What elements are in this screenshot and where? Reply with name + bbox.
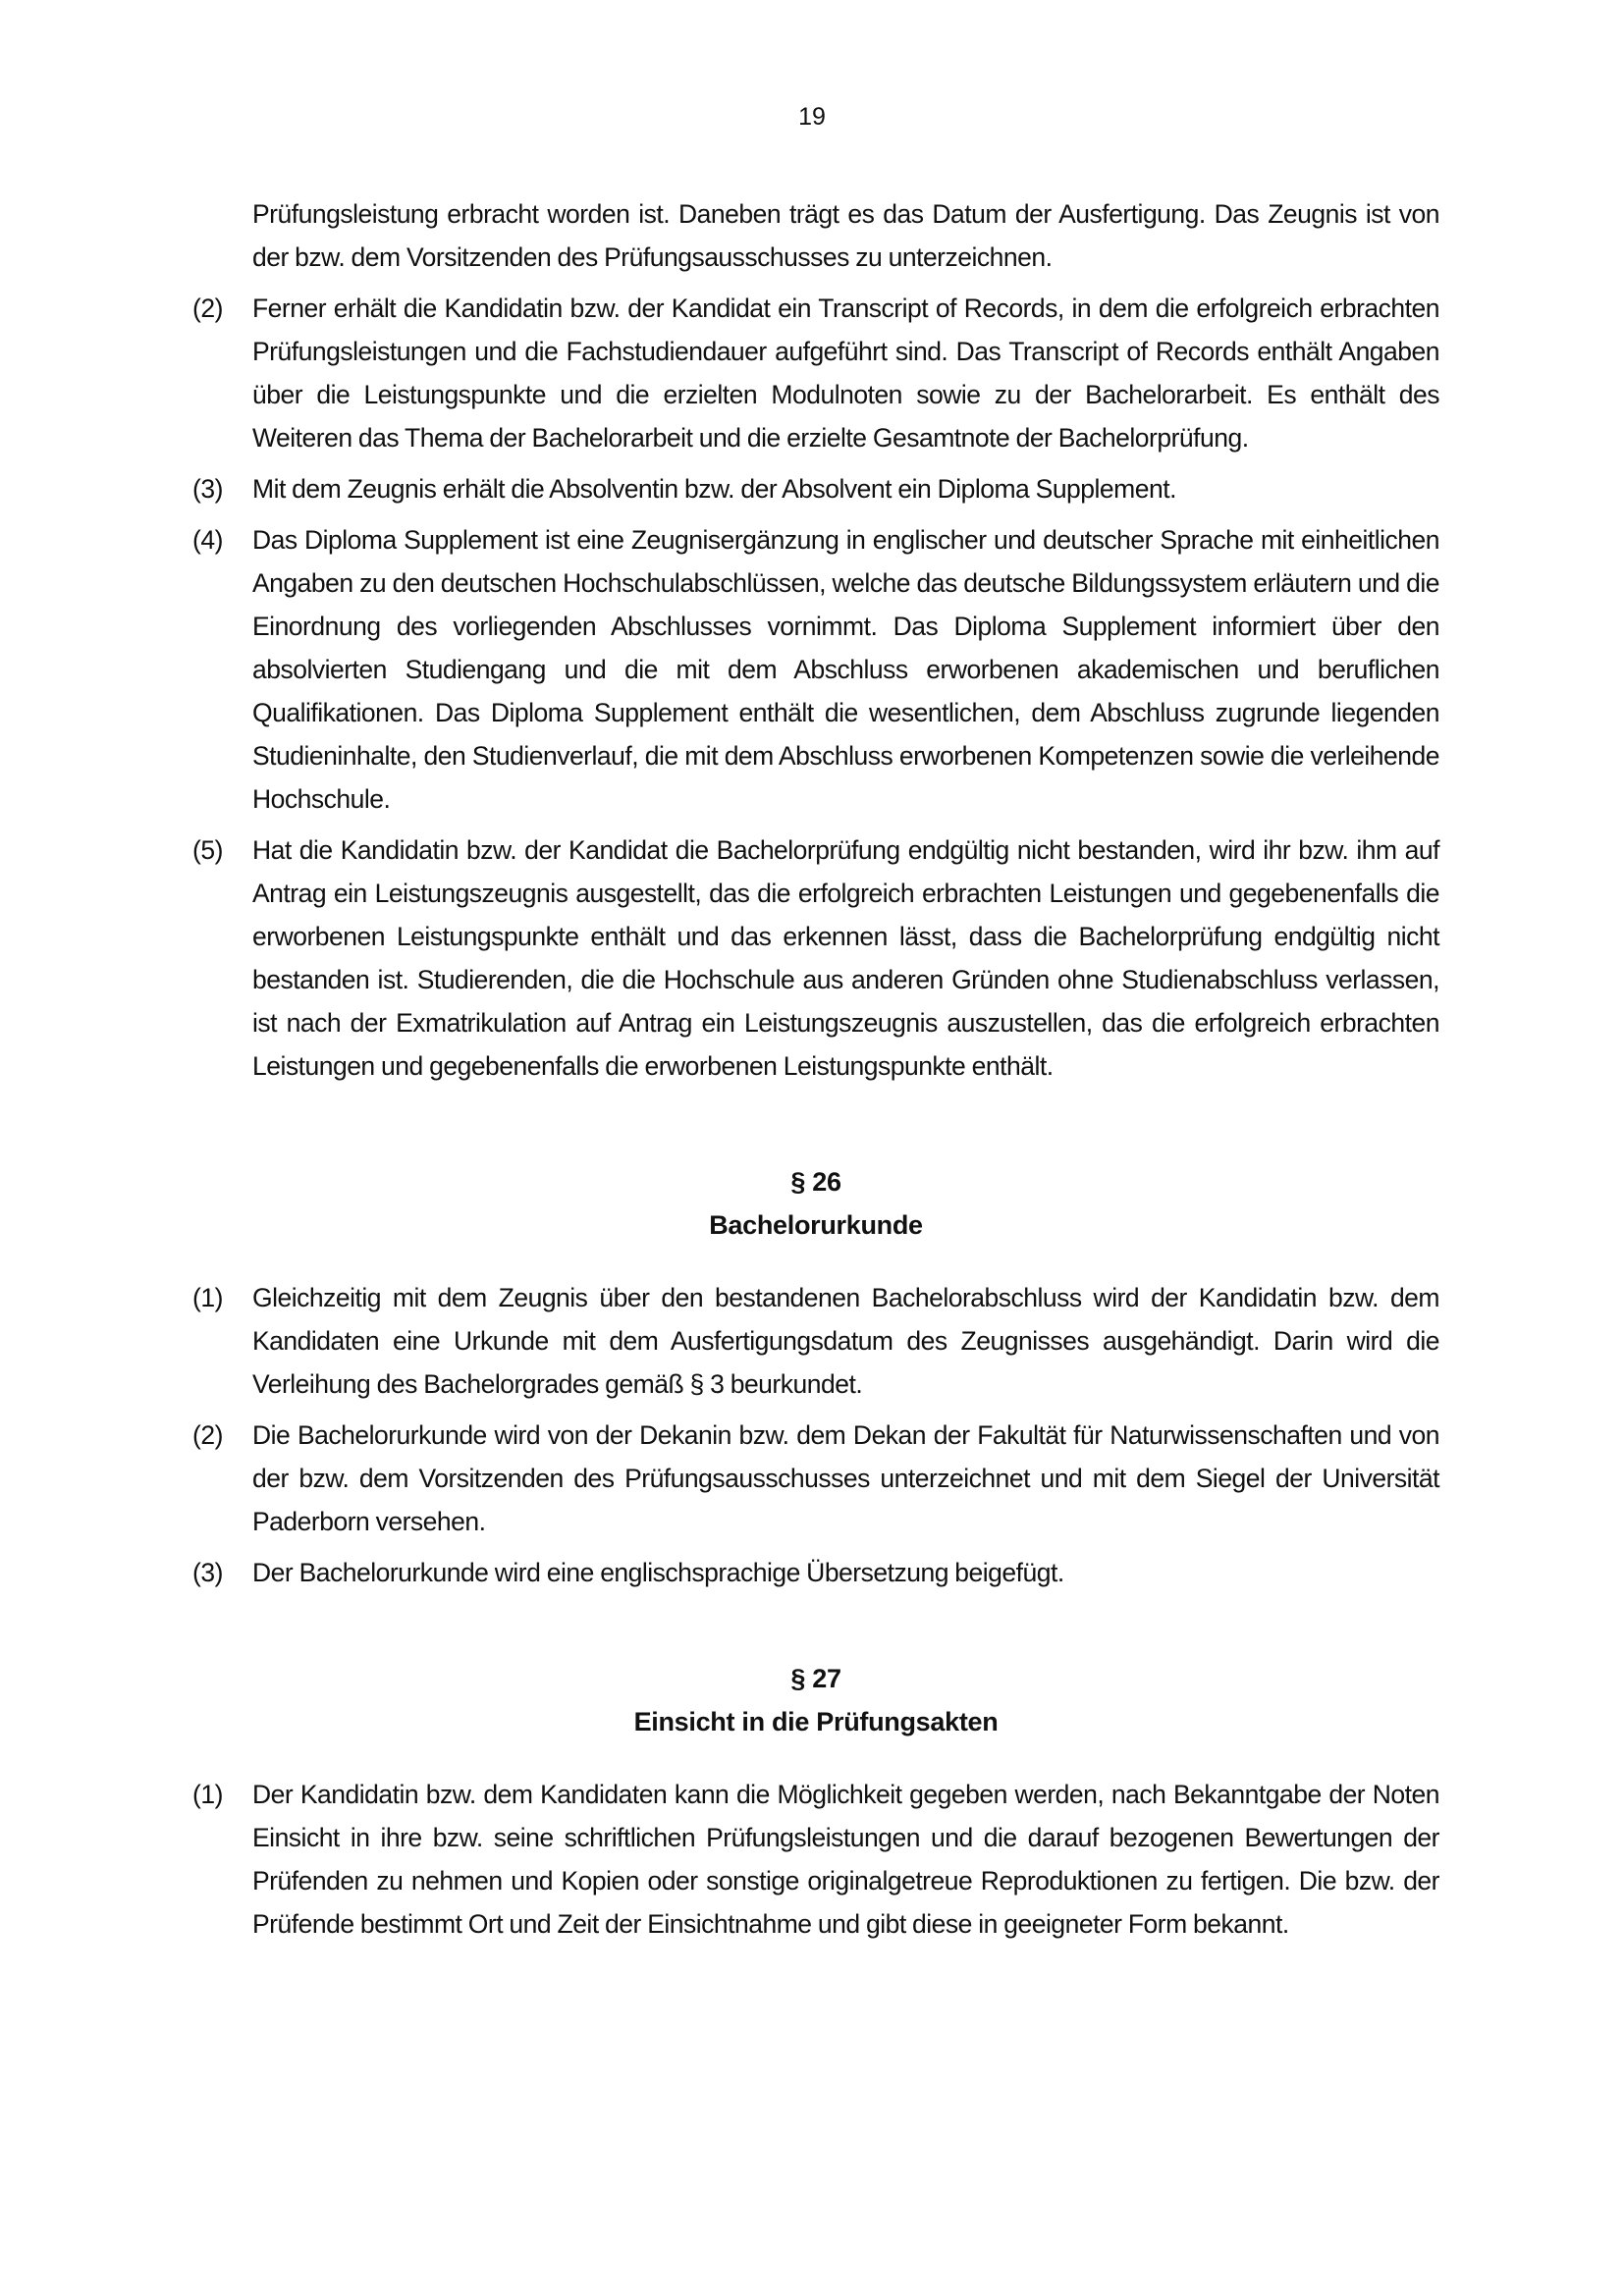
- paragraph-s26-3: [192, 1551, 1439, 1594]
- paragraph-text: Hat die Kandidatin bzw. der Kandidat die Bachelorprüfung endgültig nicht bestanden, wird ihr bzw. ihm auf Antrag ein Leistungszeugnis ausgestellt, das die erfolgreich erbrachten Leistungen und gegebenenfalls die erworbenen Leistungspunkte enthält und das erkennen lässt, dass die Bachelorprüfung endgültig nicht bestanden ist. Studierenden, die die Hochschule aus anderen Gründen ohne Studienabschluss verlassen, ist nach der Exmatrikulation auf Antrag ein Leistungszeugnis auszustellen, das die erfolgreich erbrachten Leistungen und gegebenenfalls die erworbenen Leistungspunkte enthält.: [252, 835, 1439, 1081]
- page-number: 19: [798, 103, 826, 131]
- paragraph-s25-4: [192, 518, 1439, 821]
- section-title: Bachelorurkunde: [709, 1210, 923, 1240]
- paragraph-number: (3): [192, 474, 223, 504]
- section-heading-27: [192, 1657, 1439, 1743]
- paragraph-s25-5: [192, 828, 1439, 1088]
- paragraph-number: (1): [192, 1780, 223, 1809]
- paragraph-s27-1: [192, 1773, 1439, 1946]
- paragraph-text: Die Bachelorurkunde wird von der Dekanin bzw. dem Dekan der Fakultät für Naturwissenschaften und von der bzw. dem Vorsitzenden des Prüfungsausschusses unterzeichnet und mit dem Siegel der Universität Paderborn versehen.: [252, 1420, 1439, 1536]
- paragraph-s25-3: [192, 467, 1439, 510]
- paragraph-number: (5): [192, 835, 223, 865]
- paragraph-text: Gleichzeitig mit dem Zeugnis über den bestandenen Bachelorabschluss wird der Kandidatin bzw. dem Kandidaten eine Urkunde mit dem Ausfertigungsdatum des Zeugnisses ausgehändigt. Darin wird die Verleihung des Bachelorgrades gemäß § 3 beurkundet.: [252, 1283, 1439, 1399]
- paragraph-continuation: [192, 192, 1439, 279]
- paragraph-number: (4): [192, 525, 223, 555]
- paragraph-text: Das Diploma Supplement ist eine Zeugnisergänzung in englischer und deutscher Sprache mit einheitlichen Angaben zu den deutschen Hochschulabschlüssen, welche das deutsche Bildungssystem erläutern und die Einordnung des vorliegenden Abschlusses vornimmt. Das Diploma Supplement informiert über den absolvierten Studiengang und die mit dem Abschluss erworbenen akademischen und beruflichen Qualifikationen. Das Diploma Supplement enthält die wesentlichen, dem Abschluss zugrunde liegenden Studieninhalte, den Studienverlauf, die mit dem Abschluss erworbenen Kompetenzen sowie die verleihende Hochschule.: [252, 525, 1439, 814]
- paragraph-s26-1: [192, 1276, 1439, 1406]
- paragraph-number: (3): [192, 1558, 223, 1587]
- section-title: Einsicht in die Prüfungsakten: [633, 1707, 999, 1736]
- paragraph-number: (1): [192, 1283, 223, 1312]
- paragraph-text: Der Kandidatin bzw. dem Kandidaten kann die Möglichkeit gegeben werden, nach Bekanntgabe der Noten Einsicht in ihre bzw. seine schriftlichen Prüfungsleistungen und die darauf bezogenen Bewertungen der Prüfenden zu nehmen und Kopien oder sonstige originalgetreue Reproduktionen zu fertigen. Die bzw. der Prüfende bestimmt Ort und Zeit der Einsichtnahme und gibt diese in geeigneter Form bekannt.: [252, 1780, 1439, 1939]
- section-number: § 26: [790, 1167, 841, 1197]
- section-number: § 27: [790, 1664, 841, 1693]
- paragraph-text: Der Bachelorurkunde wird eine englischsprachige Übersetzung beigefügt.: [252, 1558, 1064, 1587]
- document-body: [192, 192, 1439, 1946]
- paragraph-text: Ferner erhält die Kandidatin bzw. der Kandidat ein Transcript of Records, in dem die erfolgreich erbrachten Prüfungsleistungen und die Fachstudiendauer aufgeführt sind. Das Transcript of Records enthält Angaben über die Leistungspunkte und die erzielten Modulnoten sowie zu der Bachelorarbeit. Es enthält des Weiteren das Thema der Bachelorarbeit und die erzielte Gesamtnote der Bachelorprüfung.: [252, 294, 1439, 453]
- paragraph-text: Prüfungsleistung erbracht worden ist. Daneben trägt es das Datum der Ausfertigung. Das Zeugnis ist von der bzw. dem Vorsitzenden des Prüfungsausschusses zu unterzeichnen.: [252, 199, 1439, 272]
- paragraph-s26-2: [192, 1414, 1439, 1543]
- section-heading-26: [192, 1160, 1439, 1247]
- paragraph-number: (2): [192, 294, 223, 323]
- paragraph-text: Mit dem Zeugnis erhält die Absolventin bzw. der Absolvent ein Diploma Supplement.: [252, 474, 1176, 504]
- paragraph-number: (2): [192, 1420, 223, 1450]
- paragraph-s25-2: [192, 287, 1439, 459]
